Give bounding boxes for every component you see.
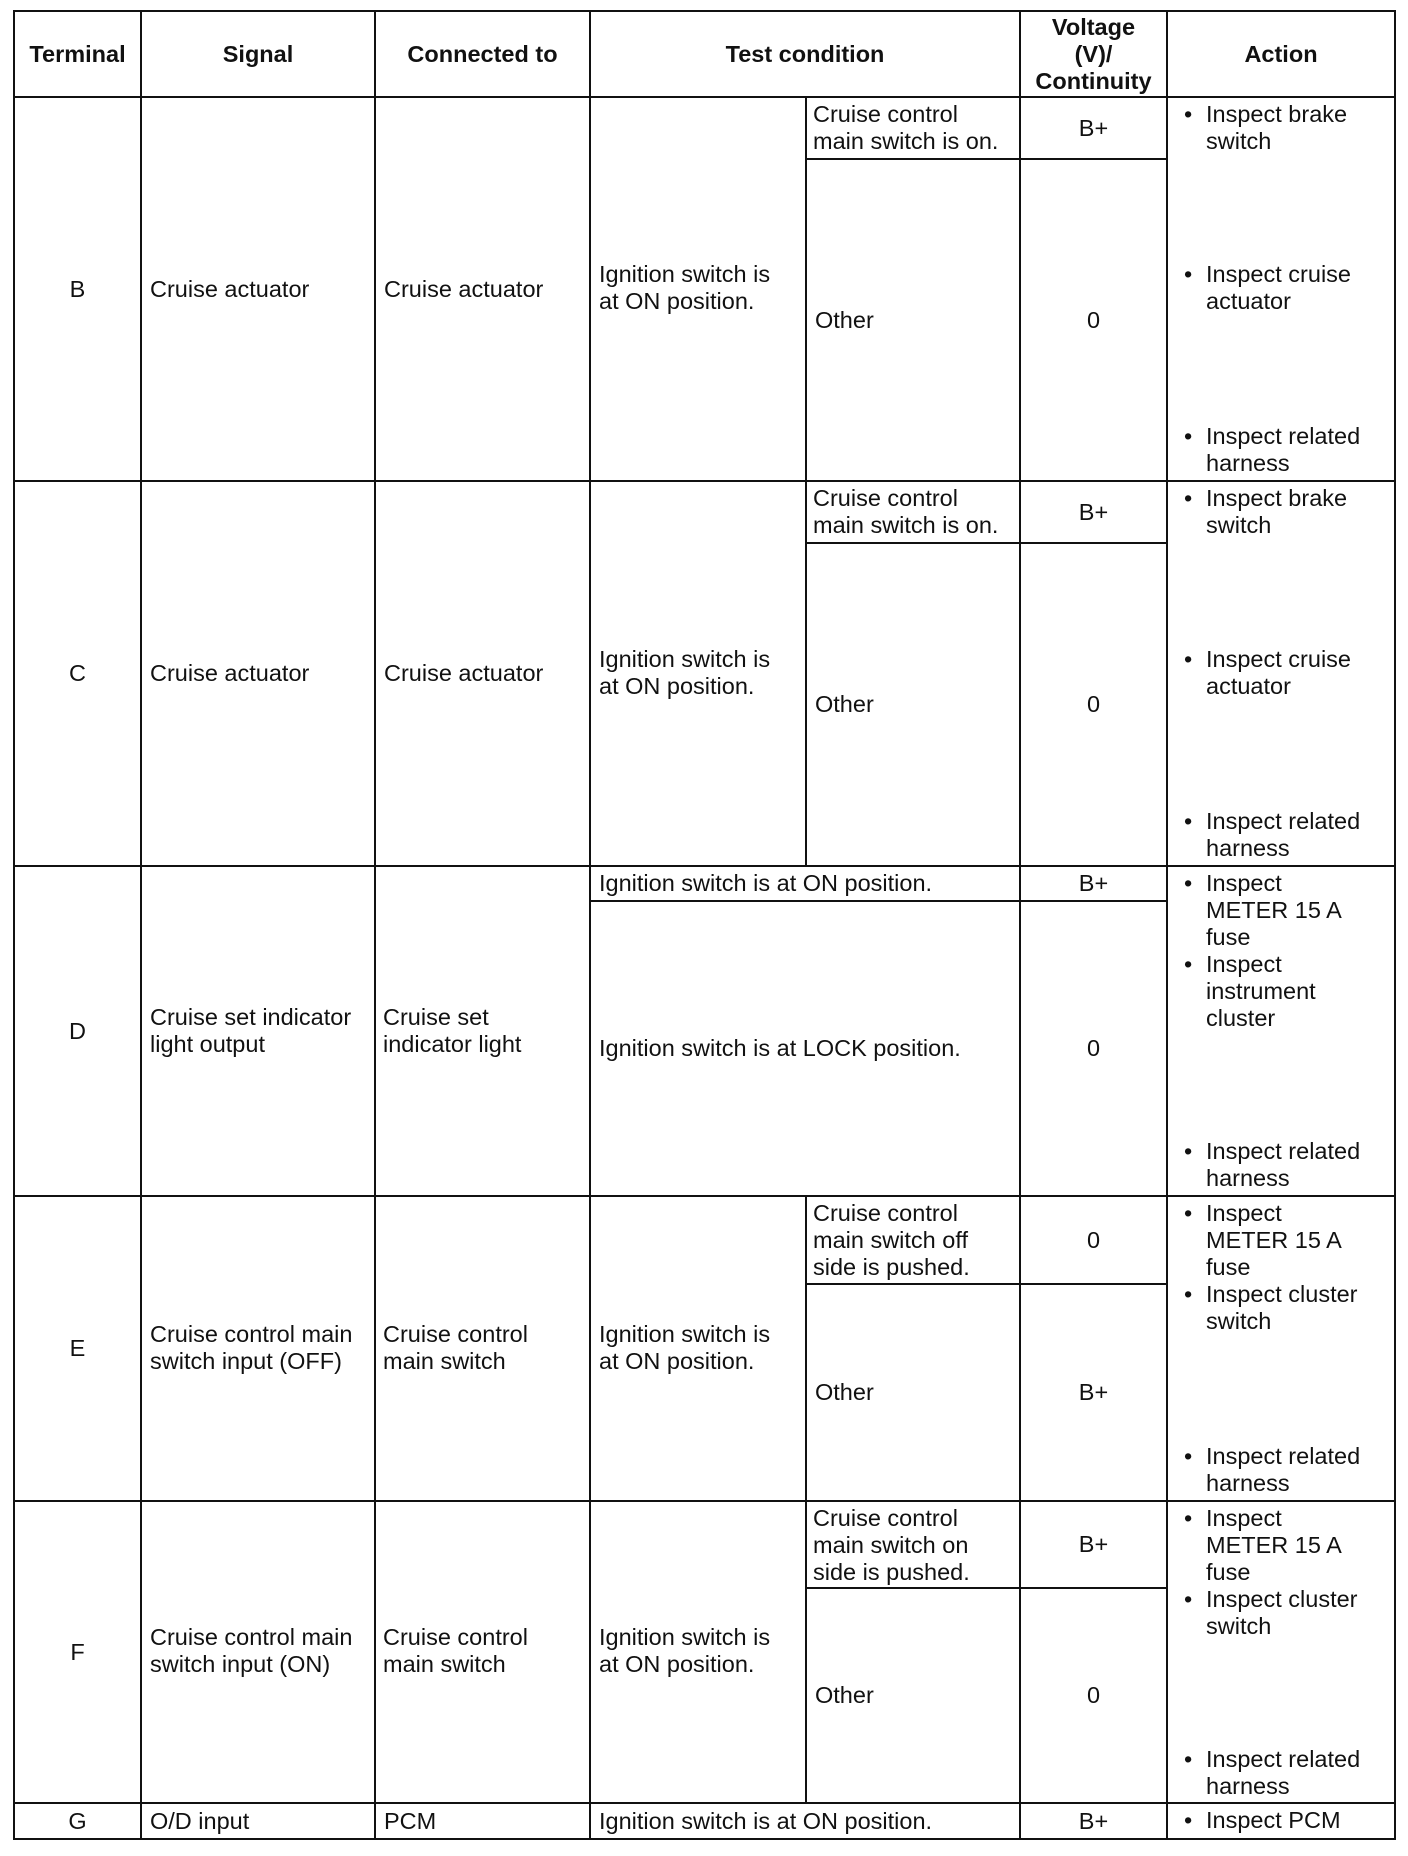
row-e-signal-line1: Cruise control main <box>150 1321 353 1347</box>
row-b-action-2-line1: • Inspect cruise <box>1206 261 1351 287</box>
row-e-sub-condition-1 <box>813 1200 1013 1281</box>
row-d-test-2: Ignition switch is at LOCK position. <box>599 1035 961 1061</box>
row-c-sub-condition-2: Other <box>815 691 874 717</box>
header-voltage-line1: Voltage <box>1051 13 1136 40</box>
row-d-test-1: Ignition switch is at ON position. <box>599 870 933 896</box>
row-d-action-1 <box>1182 870 1362 951</box>
row-c-connected-to: Cruise actuator <box>384 660 544 686</box>
row-f-action-2-line1: • Inspect cluster <box>1206 1586 1358 1612</box>
header-test-condition: Test condition <box>725 40 885 67</box>
header-voltage-line2: (V)/ <box>1074 40 1113 67</box>
row-c-action-1-line2: switch <box>1206 512 1272 538</box>
row-d-voltage-1: B+ <box>1078 870 1109 896</box>
row-e-sub1-line2: main switch off <box>813 1227 968 1253</box>
row-f-sub-condition-2: Other <box>815 1682 874 1708</box>
row-b-voltage-2: 0 <box>1086 306 1101 333</box>
row-c-action-2-line2: actuator <box>1206 673 1291 699</box>
row-g-action-1-line1: • Inspect PCM <box>1206 1807 1341 1833</box>
row-e-action-2-line1: • Inspect cluster <box>1206 1281 1358 1307</box>
row-c-signal: Cruise actuator <box>150 660 310 686</box>
row-e-sub1-line3: side is pushed. <box>813 1254 970 1280</box>
row-d-action-3-line2: harness <box>1206 1165 1290 1191</box>
row-d-signal-line2: light output <box>150 1031 265 1057</box>
row-b-voltage-1: B+ <box>1078 114 1109 141</box>
row-b-test-main-line1: Ignition switch is <box>599 261 771 287</box>
row-e-action-1 <box>1182 1200 1362 1281</box>
row-d-connected-line2: indicator light <box>383 1031 522 1057</box>
row-d-action-1-line2: METER 15 A <box>1206 897 1342 923</box>
row-f-sub-condition-1 <box>813 1505 1013 1586</box>
col-divider-5 <box>1166 10 1168 1840</box>
row-b-action-1-line2: switch <box>1206 128 1272 154</box>
row-c-action-3 <box>1182 808 1362 862</box>
row-b-action-2-line2: actuator <box>1206 288 1291 314</box>
row-c-action-1-line1: • Inspect brake <box>1206 485 1348 511</box>
row-f-action-1-line3: fuse <box>1206 1559 1251 1585</box>
header-signal: Signal <box>222 40 294 67</box>
row-d-voltage-2: 0 <box>1086 1035 1101 1061</box>
row-c-sub1-line1: Cruise control <box>813 485 958 511</box>
row-d-action-1-line3: fuse <box>1206 924 1251 950</box>
row-c-action-1 <box>1182 485 1362 539</box>
row-f-connected-to <box>383 1624 589 1678</box>
row-d-action-2-line3: cluster <box>1206 1005 1276 1031</box>
row-e-action-3-line2: harness <box>1206 1470 1290 1496</box>
row-e-action-2-line2: switch <box>1206 1308 1272 1334</box>
row-f-action-1-line2: METER 15 A <box>1206 1532 1342 1558</box>
row-d-signal-line1: Cruise set indicator <box>150 1004 352 1030</box>
row-g-action-1 <box>1182 1807 1362 1834</box>
row-d-connected-line1: Cruise set <box>383 1004 489 1030</box>
row-c-test-main <box>599 646 799 700</box>
row-e-voltage-2: B+ <box>1078 1379 1109 1405</box>
row-b-sub1-line2: main switch is on. <box>813 128 999 154</box>
row-c-voltage-1: B+ <box>1078 498 1109 525</box>
row-f-sub1-line3: side is pushed. <box>813 1559 970 1585</box>
row-c-action-2 <box>1182 646 1362 700</box>
row-e-signal-line2: switch input (OFF) <box>150 1348 342 1374</box>
row-e-test-main-line1: Ignition switch is <box>599 1321 771 1347</box>
table-border-bottom <box>13 1838 1396 1840</box>
row-f-terminal: F <box>70 1638 85 1665</box>
row-e-signal <box>150 1321 374 1375</box>
row-f-connected-line2: main switch <box>383 1651 506 1677</box>
row-c-voltage-2: 0 <box>1086 691 1101 717</box>
row-d-signal <box>150 1004 374 1058</box>
row-d-action-2 <box>1182 951 1362 1032</box>
row-g-voltage: B+ <box>1078 1807 1109 1834</box>
row-f-action-3-line1: • Inspect related <box>1206 1746 1361 1772</box>
row-f-voltage-1: B+ <box>1078 1531 1109 1557</box>
row-e-test-main <box>599 1321 799 1375</box>
row-c-action-3-line2: harness <box>1206 835 1290 861</box>
row-f-action-3 <box>1182 1746 1362 1800</box>
row-e-action-1-line1: • Inspect <box>1206 1200 1282 1226</box>
row-e-voltage-1: 0 <box>1086 1226 1101 1253</box>
row-d-action-3 <box>1182 1138 1362 1192</box>
row-e-terminal: E <box>69 1335 86 1361</box>
row-c-action-2-line1: • Inspect cruise <box>1206 646 1351 672</box>
row-e-sub-condition-2: Other <box>815 1379 874 1405</box>
row-c-terminal: C <box>69 660 86 686</box>
row-d-action-1-line1: • Inspect <box>1206 870 1282 896</box>
row-f-voltage-2: 0 <box>1086 1682 1101 1708</box>
row-e-action-3-line1: • Inspect related <box>1206 1443 1361 1469</box>
row-b-connected-to: Cruise actuator <box>384 275 544 302</box>
row-b-action-1 <box>1182 101 1362 155</box>
row-f-signal-line2: switch input (ON) <box>150 1651 331 1677</box>
row-g-connected-to: PCM <box>384 1807 437 1834</box>
row-d-action-2-line2: instrument <box>1206 978 1316 1004</box>
row-e-connected-line1: Cruise control <box>383 1321 528 1347</box>
row-e-action-3 <box>1182 1443 1362 1497</box>
row-f-sub1-line2: main switch on <box>813 1532 969 1558</box>
row-b-action-1-line1: • Inspect brake <box>1206 101 1348 127</box>
row-b-action-3-line1: • Inspect related <box>1206 423 1361 449</box>
row-c-sub-condition-1 <box>813 485 1013 539</box>
row-f-sub1-line1: Cruise control <box>813 1505 958 1531</box>
row-b-sub-condition-2: Other <box>815 306 874 333</box>
header-connected-to: Connected to <box>407 40 558 67</box>
row-b-signal: Cruise actuator <box>150 275 310 302</box>
row-e-action-2 <box>1182 1281 1362 1335</box>
row-b-sub1-line1: Cruise control <box>813 101 958 127</box>
row-c-sub1-line2: main switch is on. <box>813 512 999 538</box>
row-f-action-1-line1: • Inspect <box>1206 1505 1282 1531</box>
row-divider-e-f <box>13 1500 1396 1502</box>
header-action: Action <box>1244 40 1318 67</box>
header-voltage-line3: Continuity <box>1035 67 1152 94</box>
row-d-action-2-line1: • Inspect <box>1206 951 1282 977</box>
row-b-action-3-line2: harness <box>1206 450 1290 476</box>
row-e-connected-line2: main switch <box>383 1348 506 1374</box>
row-f-signal-line1: Cruise control main <box>150 1624 353 1650</box>
row-c-action-3-line1: • Inspect related <box>1206 808 1361 834</box>
row-e-connected-to <box>383 1321 589 1375</box>
row-b-action-2 <box>1182 261 1362 315</box>
row-g-signal: O/D input <box>150 1807 250 1834</box>
row-g-terminal: G <box>68 1807 87 1834</box>
row-divider-d-e <box>13 1195 1396 1197</box>
row-f-test-main-line1: Ignition switch is <box>599 1624 771 1650</box>
header-terminal: Terminal <box>29 40 126 67</box>
row-f-test-main-line2: at ON position. <box>599 1651 755 1677</box>
table-border-right <box>1394 10 1396 1840</box>
row-b-sub-condition-1 <box>813 101 1013 155</box>
row-b-test-main-line2: at ON position. <box>599 288 755 314</box>
row-b-terminal: B <box>69 275 86 302</box>
header-voltage <box>1021 12 1166 96</box>
row-e-action-1-line3: fuse <box>1206 1254 1251 1280</box>
row-d-connected-to <box>383 1004 589 1058</box>
row-b-test-main <box>599 261 799 315</box>
row-d-terminal: D <box>69 1017 86 1044</box>
row-f-connected-line1: Cruise control <box>383 1624 528 1650</box>
row-f-action-2-line2: switch <box>1206 1613 1272 1639</box>
row-c-test-main-line1: Ignition switch is <box>599 646 771 672</box>
row-d-action-3-line1: • Inspect related <box>1206 1138 1361 1164</box>
row-e-test-main-line2: at ON position. <box>599 1348 755 1374</box>
row-e-sub1-line1: Cruise control <box>813 1200 958 1226</box>
row-f-action-2 <box>1182 1586 1362 1640</box>
row-b-action-3 <box>1182 423 1362 477</box>
row-f-signal <box>150 1624 374 1678</box>
row-f-test-main <box>599 1624 799 1678</box>
row-g-test: Ignition switch is at ON position. <box>599 1807 933 1834</box>
row-f-action-3-line2: harness <box>1206 1773 1290 1799</box>
row-e-action-1-line2: METER 15 A <box>1206 1227 1342 1253</box>
row-c-test-main-line2: at ON position. <box>599 673 755 699</box>
row-f-action-1 <box>1182 1505 1362 1586</box>
